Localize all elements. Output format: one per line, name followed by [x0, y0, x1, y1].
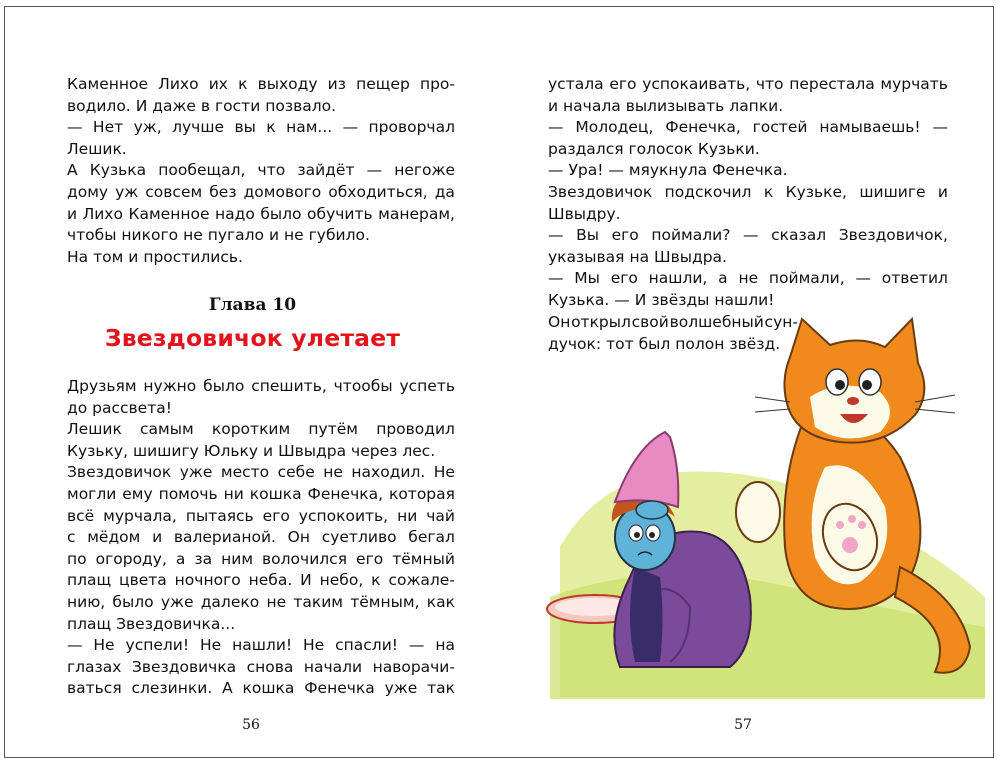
illustration-cat-and-gnome: [540, 297, 990, 707]
page-number-right: 57: [734, 717, 752, 733]
text-line: до рассвета!: [67, 398, 172, 417]
text-line: дому уж совсем без домового обходиться, да: [67, 182, 455, 201]
text-line: — Ура! — мяукнула Фенечка.: [548, 161, 788, 180]
chapter-label: Глава 10: [208, 295, 297, 315]
text-line: Швыдру.: [548, 204, 621, 223]
text-line: всё мурчала, пытаясь его успокоить, ни чай: [67, 506, 455, 525]
text-line: устала его успокаивать, что перестала мурчать: [548, 75, 948, 93]
text-line: На том и простились.: [67, 247, 243, 266]
text-line: по огороду, а за ним волочился его тёмный: [67, 549, 455, 568]
text-line: с мёдом и валерианой. Он суетливо бегал: [67, 528, 455, 547]
text-line: плащ цвета ночного неба. И небо, к сожале-: [67, 571, 455, 590]
text-line: Лешик самым коротким путём проводил: [67, 420, 455, 439]
left-page: [5, 7, 500, 757]
book-spread: [4, 6, 994, 758]
left-top-text: [67, 74, 455, 268]
text-line: водило. И даже в гости позвало.: [67, 96, 337, 115]
text-line: Друзьям нужно было спешить, чтообы успеть: [67, 377, 455, 395]
text-line: Каменное Лихо их к выходу из пещер про-: [67, 75, 455, 93]
text-line: — Вы его поймали? — сказал Звездовичок,: [548, 226, 948, 245]
text-line: — Нет уж, лучше вы к нам... — проворчал: [67, 118, 455, 137]
page-number-left: 56: [242, 717, 260, 733]
right-page: [500, 7, 995, 757]
text-line: и начала вылизывать лапки.: [548, 96, 784, 115]
text-line: Звездовичок уже место себе не находил. Не: [67, 463, 455, 482]
text-line: Лешик.: [67, 139, 127, 158]
text-line: — Не успели! Не нашли! Не спасли! — на: [67, 636, 455, 655]
text-line: Кузька. — И звёзды нашли!: [548, 290, 775, 309]
text-line: Кузьку, шишигу Юльку и Швыдра через лес.: [67, 441, 436, 460]
text-line: раздался голосок Кузьки.: [548, 139, 760, 158]
text-line: нию, было уже далеко не таким тёмным, как: [67, 592, 455, 611]
text-line: глазах Звездовичка снова начали наворачи-: [67, 657, 455, 676]
text-line: дучок: тот был полон звёзд.: [548, 334, 781, 353]
text-line: А Кузька пообещал, что зайдёт — негоже: [67, 161, 455, 180]
right-text: [548, 74, 948, 312]
text-line: чтобы никого не пугало и не губило.: [67, 226, 370, 245]
text-line: — Мы его нашли, а не поймали, — ответил: [548, 269, 948, 288]
left-body-text: [67, 376, 455, 700]
text-line: Звездовичок подскочил к Кузьке, шишиге и: [548, 182, 948, 201]
text-line: ваться слезинки. А кошка Фенечка уже так: [67, 679, 455, 698]
text-line: — Молодец, Фенечка, гостей намываешь! —: [548, 118, 948, 137]
text-line: и Лихо Каменное надо было обучить манерам,: [67, 204, 455, 223]
text-line: могли ему помочь ни кошка Фенечка, которая: [67, 484, 455, 503]
text-line: указывая на Швыдра.: [548, 247, 727, 266]
text-line: Он открыл свой волшебный сун-: [548, 313, 798, 331]
chapter-title: Звездовичок улетает: [104, 324, 401, 352]
text-line: плащ Звездовичка...: [67, 614, 236, 633]
